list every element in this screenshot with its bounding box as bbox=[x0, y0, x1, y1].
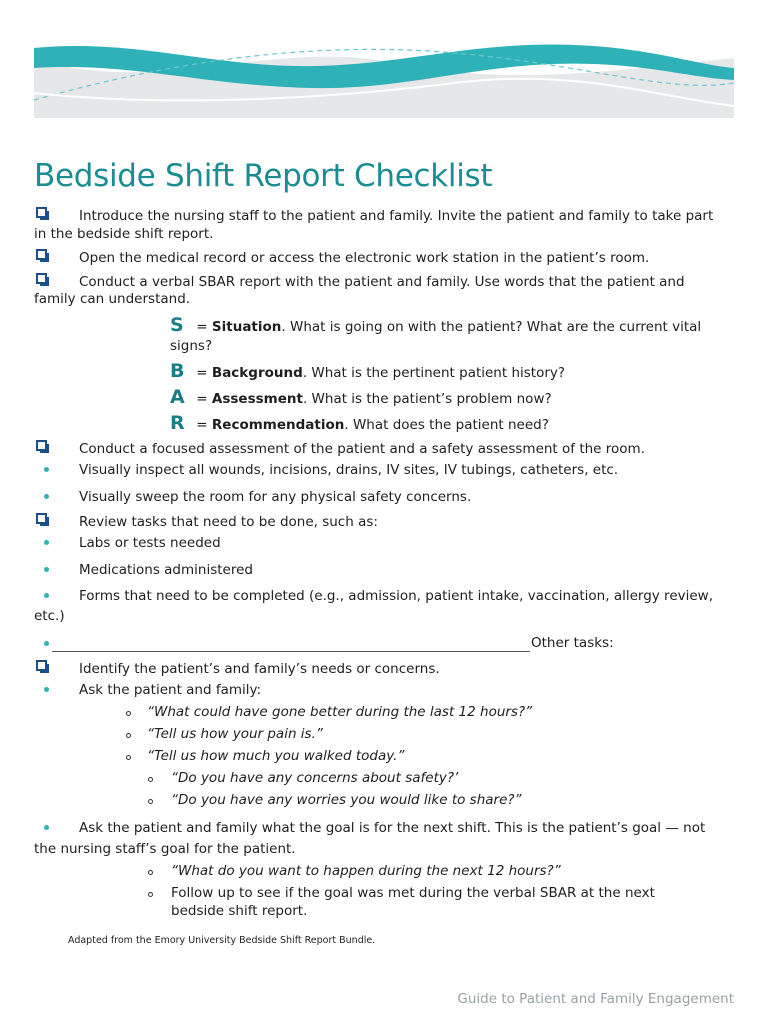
question-3: “Tell us how much you walked today.” bbox=[147, 748, 405, 764]
sbar-situation-cont: signs? bbox=[170, 338, 213, 354]
sbar-letter-b: B bbox=[170, 360, 185, 382]
checkbox-icon[interactable] bbox=[36, 207, 47, 218]
item-sbar: Conduct a verbal SBAR report with the patient and family. Use words that the patient and bbox=[79, 274, 685, 290]
item-other-tasks: Other tasks: bbox=[52, 634, 614, 652]
item-introduce-cont: in the bedside shift report. bbox=[34, 226, 214, 242]
item-meds: Medications administered bbox=[79, 562, 253, 578]
bullet-icon bbox=[44, 825, 49, 830]
sbar-background: B = Background. What is the pertinent patient history? bbox=[170, 360, 566, 382]
item-sweep: Visually sweep the room for any physical safety concerns. bbox=[79, 489, 472, 505]
checkbox-icon[interactable] bbox=[36, 249, 47, 260]
sub-bullet-icon bbox=[126, 711, 131, 716]
item-follow-up-cont: bedside shift report. bbox=[171, 903, 308, 919]
item-forms: Forms that need to be completed (e.g., admission, patient intake, vaccination, allergy review, bbox=[79, 588, 713, 604]
bullet-icon bbox=[44, 567, 49, 572]
item-review-tasks: Review tasks that need to be done, such as: bbox=[79, 514, 378, 530]
checkbox-icon[interactable] bbox=[36, 440, 47, 451]
question-1: “What could have gone better during the last 12 hours?” bbox=[147, 704, 533, 720]
sub-bullet-icon bbox=[148, 777, 153, 782]
bullet-icon bbox=[44, 494, 49, 499]
sbar-situation: S = Situation. What is going on with the patient? What are the current vital bbox=[170, 314, 702, 336]
fill-in-line[interactable] bbox=[52, 637, 530, 652]
checkbox-icon[interactable] bbox=[36, 273, 47, 284]
item-open-record: Open the medical record or access the electronic work station in the patient’s room. bbox=[79, 250, 650, 266]
item-goal: Ask the patient and family what the goal is for the next shift. This is the patient’s goal — not bbox=[79, 820, 706, 836]
bullet-icon bbox=[44, 540, 49, 545]
item-inspect: Visually inspect all wounds, incisions, drains, IV sites, IV tubings, catheters, etc. bbox=[79, 462, 619, 478]
item-identify: Identify the patient’s and family’s needs or concerns. bbox=[79, 661, 440, 677]
bullet-icon bbox=[44, 467, 49, 472]
question-4: “Do you have any concerns about safety?’ bbox=[171, 770, 459, 786]
header-wave-banner bbox=[34, 38, 734, 118]
sbar-letter-r: R bbox=[170, 412, 185, 434]
sbar-assessment: A = Assessment. What is the patient’s problem now? bbox=[170, 386, 552, 408]
item-assessment: Conduct a focused assessment of the patient and a safety assessment of the room. bbox=[79, 441, 645, 457]
item-introduce: Introduce the nursing staff to the patient and family. Invite the patient and family to take part bbox=[79, 208, 714, 224]
goal-question: “What do you want to happen during the next 12 hours?” bbox=[171, 863, 561, 879]
sub-bullet-icon bbox=[148, 799, 153, 804]
item-goal-cont: the nursing staff’s goal for the patient. bbox=[34, 841, 296, 857]
item-ask: Ask the patient and family: bbox=[79, 682, 262, 698]
checkbox-icon[interactable] bbox=[36, 513, 47, 524]
sub-bullet-icon bbox=[148, 870, 153, 875]
sbar-letter-s: S bbox=[170, 314, 184, 336]
sbar-letter-a: A bbox=[170, 386, 185, 408]
bullet-icon bbox=[44, 687, 49, 692]
item-forms-cont: etc.) bbox=[34, 608, 65, 624]
sub-bullet-icon bbox=[126, 733, 131, 738]
checkbox-icon[interactable] bbox=[36, 660, 47, 671]
item-follow-up: Follow up to see if the goal was met during the verbal SBAR at the next bbox=[171, 885, 655, 901]
sub-bullet-icon bbox=[126, 755, 131, 760]
footer-text: Guide to Patient and Family Engagement bbox=[457, 991, 734, 1007]
item-labs: Labs or tests needed bbox=[79, 535, 221, 551]
question-2: “Tell us how your pain is.” bbox=[147, 726, 323, 742]
sbar-recommendation: R = Recommendation. What does the patient need? bbox=[170, 412, 549, 434]
bullet-icon bbox=[44, 593, 49, 598]
sub-bullet-icon bbox=[148, 892, 153, 897]
question-5: “Do you have any worries you would like to share?” bbox=[171, 792, 522, 808]
page-title: Bedside Shift Report Checklist bbox=[34, 158, 493, 194]
credit-note: Adapted from the Emory University Bedside Shift Report Bundle. bbox=[68, 935, 376, 946]
item-sbar-cont: family can understand. bbox=[34, 291, 191, 307]
bullet-icon bbox=[44, 641, 49, 646]
